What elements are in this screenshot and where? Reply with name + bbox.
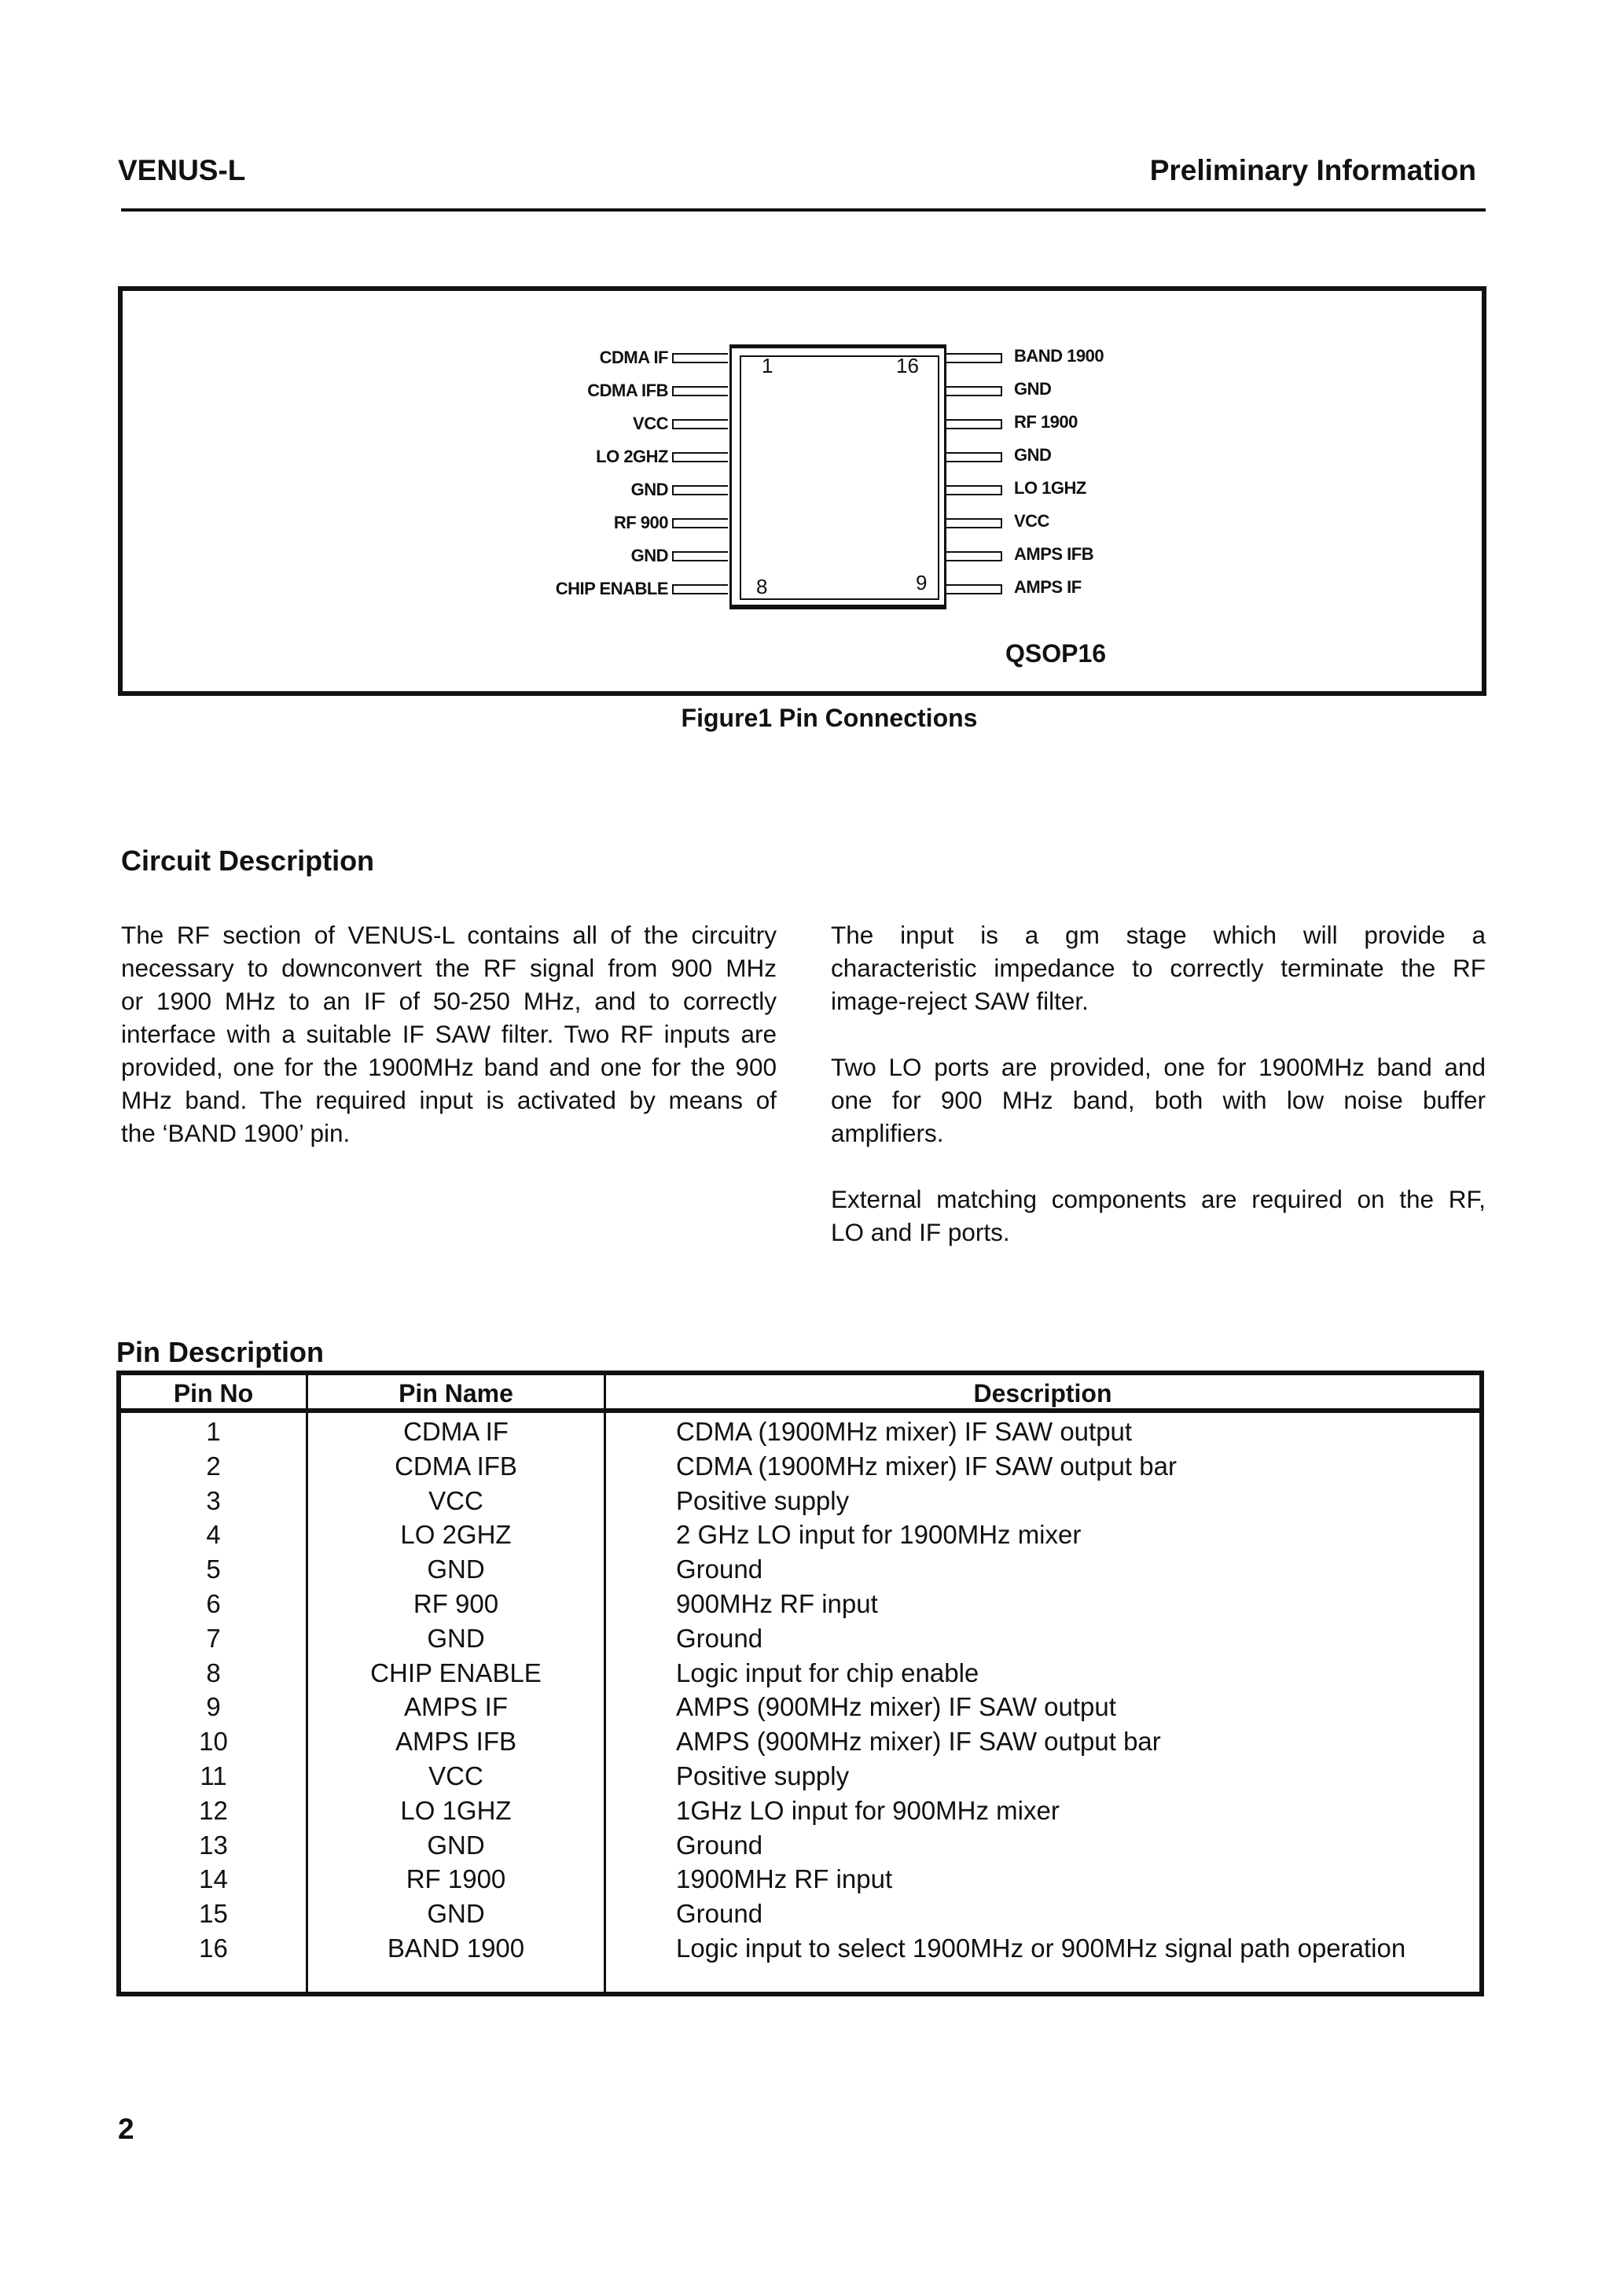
pin-label-right: GND — [1014, 379, 1052, 399]
pin-label-right: RF 1900 — [1014, 412, 1078, 432]
pin-stub-left — [672, 551, 728, 561]
pin-name-cell: LO 2GHZ — [400, 1520, 512, 1550]
pin-name-cell: RF 1900 — [406, 1864, 506, 1894]
pin-description-cell: Ground — [676, 1623, 763, 1653]
pin-stub-right — [946, 386, 1002, 396]
text-line: interface with a suitable IF SAW filter. Two RF inputs are — [121, 1020, 777, 1048]
circuit-description-left-column — [121, 918, 777, 1150]
pin-number-cell: 15 — [199, 1899, 228, 1929]
pin-number-cell: 4 — [206, 1520, 221, 1550]
text-line: provided, one for the 1900MHz band and one for the 900 — [121, 1053, 777, 1081]
header-divider — [121, 1408, 1479, 1413]
pin-description-cell: Ground — [676, 1830, 763, 1860]
pin-stub-left — [672, 353, 728, 363]
pin-number-cell: 12 — [199, 1795, 228, 1825]
pin-name-cell: BAND 1900 — [387, 1934, 525, 1963]
pin-number-cell: 2 — [206, 1451, 221, 1481]
pin-stub-right — [946, 452, 1002, 462]
pin-label-left: VCC — [633, 414, 668, 433]
pin-name-cell: GND — [427, 1555, 485, 1584]
pin-label-left: RF 900 — [613, 513, 668, 532]
page-number: 2 — [118, 2113, 134, 2145]
text-line: necessary to downconvert the RF signal from 900 MHz — [121, 954, 777, 982]
pin-label-left: GND — [630, 546, 668, 565]
pin-number-cell: 14 — [199, 1864, 228, 1894]
pin-number-cell: 8 — [206, 1658, 221, 1687]
pin-number-9: 9 — [916, 571, 928, 594]
pin-description-cell: 2 GHz LO input for 1900MHz mixer — [676, 1520, 1082, 1550]
pin-number-cell: 1 — [206, 1417, 221, 1446]
text-line: The input is a gm stage which will provide a — [831, 921, 1486, 949]
pin-name-cell: VCC — [428, 1761, 483, 1790]
pin-stub-right — [946, 584, 1002, 594]
pin-label-left: CHIP ENABLE — [555, 579, 668, 598]
pin-stub-right — [946, 518, 1002, 528]
pin-stub-left — [672, 452, 728, 462]
pin-name-cell: CDMA IF — [403, 1417, 509, 1446]
pin-description-cell: CDMA (1900MHz mixer) IF SAW output bar — [676, 1451, 1177, 1481]
document-status: Preliminary Information — [1149, 154, 1476, 186]
circuit-description-right-column — [831, 918, 1486, 1249]
pin-description-cell: Positive supply — [676, 1485, 850, 1515]
pin-name-cell: GND — [427, 1830, 485, 1860]
text-line: LO and IF ports. — [831, 1218, 1010, 1246]
pin-number-cell: 13 — [199, 1830, 228, 1860]
pin-number-cell: 11 — [200, 1761, 227, 1790]
pin-number-16: 16 — [896, 354, 919, 377]
text-line: the ‘BAND 1900’ pin. — [121, 1119, 351, 1147]
pin-label-left: CDMA IF — [599, 348, 668, 367]
pin-description-cell: 1900MHz RF input — [676, 1864, 893, 1894]
chip-body — [729, 344, 946, 609]
pin-number-1: 1 — [762, 354, 773, 377]
pin-number-cell: 16 — [199, 1934, 228, 1963]
pin-label-left: LO 2GHZ — [596, 447, 668, 466]
pin-name-cell: AMPS IF — [403, 1692, 509, 1722]
pin-label-left: GND — [630, 480, 668, 499]
pin-description-cell: CDMA (1900MHz mixer) IF SAW output — [676, 1417, 1133, 1446]
pin-stub-left — [672, 584, 728, 594]
pin-stub-left — [672, 485, 728, 495]
pin-description-cell: Logic input to select 1900MHz or 900MHz signal path operation — [676, 1934, 1406, 1963]
pin-stub-right — [946, 485, 1002, 495]
text-line: image-reject SAW filter. — [831, 987, 1089, 1015]
pin-stub-right — [946, 353, 1002, 363]
pin-name-cell: RF 900 — [413, 1589, 499, 1618]
pin-number-cell: 9 — [206, 1692, 221, 1722]
circuit-description-heading: Circuit Description — [121, 844, 375, 877]
pin-name-cell: VCC — [428, 1485, 483, 1515]
pin-name-cell: LO 1GHZ — [400, 1795, 512, 1825]
pin-number-cell: 7 — [206, 1623, 221, 1653]
document-title: VENUS-L — [118, 154, 246, 186]
chip-inner-outline — [740, 355, 939, 600]
text-line: or 1900 MHz to an IF of 50-250 MHz, and to correctly — [121, 987, 777, 1015]
text-line: amplifiers. — [831, 1119, 944, 1147]
pin-description-cell: AMPS (900MHz mixer) IF SAW output bar — [676, 1727, 1161, 1757]
pin-stub-right — [946, 419, 1002, 429]
pin-description-cell: Positive supply — [676, 1761, 850, 1790]
pin-stub-left — [672, 386, 728, 396]
pin-description-cell: 1GHz LO input for 900MHz mixer — [676, 1795, 1060, 1825]
package-label: QSOP16 — [1005, 639, 1107, 668]
pin-label-left: CDMA IFB — [587, 381, 668, 400]
header-rule — [121, 208, 1486, 212]
pin-description-cell: Ground — [676, 1555, 763, 1584]
pin-number-cell: 5 — [206, 1555, 221, 1584]
column-header-pin-name: Pin Name — [399, 1379, 513, 1407]
pin-number-cell: 6 — [206, 1589, 221, 1618]
pin-number-cell: 10 — [199, 1727, 228, 1757]
pin-description-cell: Ground — [676, 1899, 763, 1929]
pin-label-right: AMPS IFB — [1014, 544, 1094, 564]
text-line: The RF section of VENUS-L contains all of the circuitry — [121, 921, 777, 949]
pin-label-right: BAND 1900 — [1014, 346, 1104, 366]
text-line: MHz band. The required input is activated by means of — [121, 1086, 777, 1114]
pin-number-8: 8 — [756, 575, 768, 598]
column-header-pin-no: Pin No — [173, 1379, 254, 1407]
pin-label-right: LO 1GHZ — [1014, 478, 1086, 498]
pin-stub-left — [672, 518, 728, 528]
pin-description-cell: Logic input for chip enable — [676, 1658, 979, 1687]
pin-label-right: GND — [1014, 445, 1052, 465]
pin-name-cell: CHIP ENABLE — [370, 1658, 542, 1687]
text-line: one for 900 MHz band, both with low noise buffer — [831, 1086, 1486, 1114]
pin-stub-right — [946, 551, 1002, 561]
pin-name-cell: CDMA IFB — [395, 1451, 517, 1481]
pin-name-cell: GND — [427, 1899, 485, 1929]
pin-description-table — [116, 1371, 1484, 1996]
pin-label-right: AMPS IF — [1014, 577, 1082, 597]
pin-number-cell: 3 — [206, 1485, 221, 1515]
text-line: External matching components are required on the RF, — [831, 1185, 1486, 1213]
pin-label-right: VCC — [1014, 511, 1049, 531]
column-divider — [604, 1375, 606, 1992]
pin-name-cell: AMPS IFB — [395, 1727, 517, 1757]
text-line: characteristic impedance to correctly terminate the RF — [831, 954, 1486, 982]
figure-caption: Figure1 Pin Connections — [681, 704, 978, 732]
column-header-description: Description — [973, 1379, 1112, 1407]
pin-name-cell: GND — [427, 1623, 485, 1653]
pin-description-heading: Pin Description — [116, 1336, 325, 1368]
pin-stub-left — [672, 419, 728, 429]
pin-description-cell: 900MHz RF input — [676, 1589, 878, 1618]
pin-description-cell: AMPS (900MHz mixer) IF SAW output — [676, 1692, 1116, 1722]
text-line: Two LO ports are provided, one for 1900MHz band and — [831, 1053, 1486, 1081]
